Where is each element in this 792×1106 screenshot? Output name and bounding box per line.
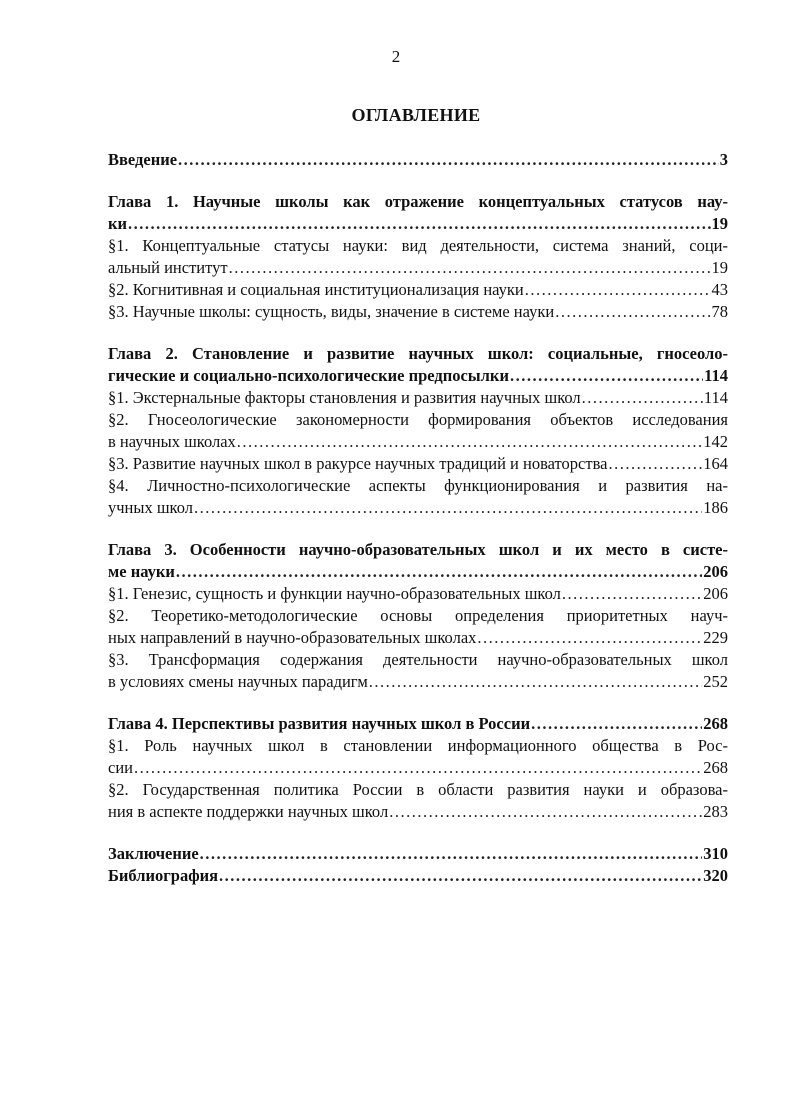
toc-chapter-2 [108,343,728,519]
table-of-contents [108,149,728,887]
section-last-line[interactable] [108,671,728,693]
page-ref: 206 [703,584,728,603]
entry-label: Библиография [108,866,219,885]
section-last-line[interactable] [108,497,728,519]
page-ref: 268 [703,714,728,733]
page-ref: 114 [704,366,728,385]
section-last-line[interactable] [108,257,728,279]
toc-entry-bibliography[interactable] [108,865,728,887]
page-ref: 283 [703,802,728,821]
entry-label: §3. Развитие научных школ в ракурсе научных традиций и новаторства [108,454,608,473]
section-last-line[interactable] [108,453,728,475]
page-ref: 19 [711,258,728,277]
dot-leader [477,627,702,649]
page-ref: 252 [703,672,728,691]
toc-entry-conclusion[interactable] [108,843,728,865]
section-last-line[interactable] [108,301,728,323]
page-ref: 268 [703,758,728,777]
dot-leader [134,757,702,779]
entry-label: §1. Генезис, сущность и функции научно-образовательных школ [108,584,561,603]
section-line[interactable]: §2. Государственная политика России в области развития науки и образова- [108,780,728,799]
chapter-heading-last-line[interactable] [108,213,728,235]
section-line[interactable]: §1. Концептуальные статусы науки: вид деятельности, система знаний, соци- [108,236,728,255]
entry-label: в условиях смены научных парадигм [108,672,368,691]
toc-title: ОГЛАВЛЕНИЕ [351,105,481,125]
section-last-line[interactable] [108,279,728,301]
dot-leader [562,583,702,605]
dot-leader [176,561,702,583]
entry-label: Введение [108,150,178,169]
entry-label: альный институт [108,258,228,277]
dot-leader [531,713,702,735]
dot-leader [200,843,703,865]
dot-leader [194,497,702,519]
page-ref: 310 [703,844,728,863]
dot-leader [128,213,710,235]
entry-label: ных направлений в научно-образовательных школах [108,628,477,647]
page-ref: 206 [703,562,728,581]
section-line[interactable]: §4. Личностно-психологические аспекты функционирования и развития на- [108,476,728,495]
dot-leader [608,453,702,475]
dot-leader [219,865,702,887]
dot-leader [555,301,710,323]
entry-label: ния в аспекте поддержки научных школ [108,802,389,821]
dot-leader [229,257,711,279]
section-last-line[interactable] [108,583,728,605]
dot-leader [582,387,703,409]
entry-label: §2. Когнитивная и социальная институционализация науки [108,280,524,299]
entry-label: §1. Экстернальные факторы становления и развития научных школ [108,388,581,407]
entry-label: Заключение [108,844,199,863]
entry-label: ме науки [108,562,175,581]
page-ref: 3 [719,150,728,169]
section-line[interactable]: §1. Роль научных школ в становлении информационного общества в Рос- [108,736,728,755]
section-last-line[interactable] [108,757,728,779]
toc-entry-introduction[interactable] [108,149,728,171]
chapter-heading-last-line[interactable] [108,713,728,735]
section-last-line[interactable] [108,801,728,823]
chapter-heading-last-line[interactable] [108,365,728,387]
chapter-heading-line[interactable]: Глава 2. Становление и развитие научных школ: социальные, гносеоло- [108,344,728,363]
page-ref: 19 [711,214,728,233]
dot-leader [525,279,711,301]
section-last-line[interactable] [108,627,728,649]
toc-chapter-3 [108,539,728,693]
section-last-line[interactable] [108,387,728,409]
page-ref: 320 [703,866,728,885]
page-ref: 186 [703,498,728,517]
page-ref: 114 [703,388,728,407]
dot-leader [237,431,702,453]
entry-label: сии [108,758,133,777]
toc-chapter-4 [108,713,728,823]
dot-leader [178,149,719,171]
entry-label: Глава 4. Перспективы развития научных школ в России [108,714,531,733]
chapter-heading-line[interactable]: Глава 1. Научные школы как отражение концептуальных статусов нау- [108,192,728,211]
section-line[interactable]: §2. Теоретико-методологические основы определения приоритетных науч- [108,606,728,625]
toc-chapter-1 [108,191,728,323]
page-number: 2 [391,47,401,66]
page-ref: 164 [703,454,728,473]
dot-leader [369,671,702,693]
chapter-heading-last-line[interactable] [108,561,728,583]
section-line[interactable]: §3. Трансформация содержания деятельности научно-образовательных школ [108,650,728,669]
dot-leader [510,365,703,387]
page-ref: 78 [711,302,728,321]
entry-label: учных школ [108,498,193,517]
entry-label: ки [108,214,128,233]
page-ref: 43 [711,280,728,299]
section-last-line[interactable] [108,431,728,453]
page-ref: 142 [703,432,728,451]
chapter-heading-line[interactable]: Глава 3. Особенности научно-образовательных школ и их место в систе- [108,540,728,559]
dot-leader [389,801,702,823]
entry-label: в научных школах [108,432,236,451]
page-ref: 229 [703,628,728,647]
section-line[interactable]: §2. Гносеологические закономерности формирования объектов исследования [108,410,728,429]
entry-label: §3. Научные школы: сущность, виды, значение в системе науки [108,302,555,321]
entry-label: гические и социально-психологические предпосылки [108,366,509,385]
